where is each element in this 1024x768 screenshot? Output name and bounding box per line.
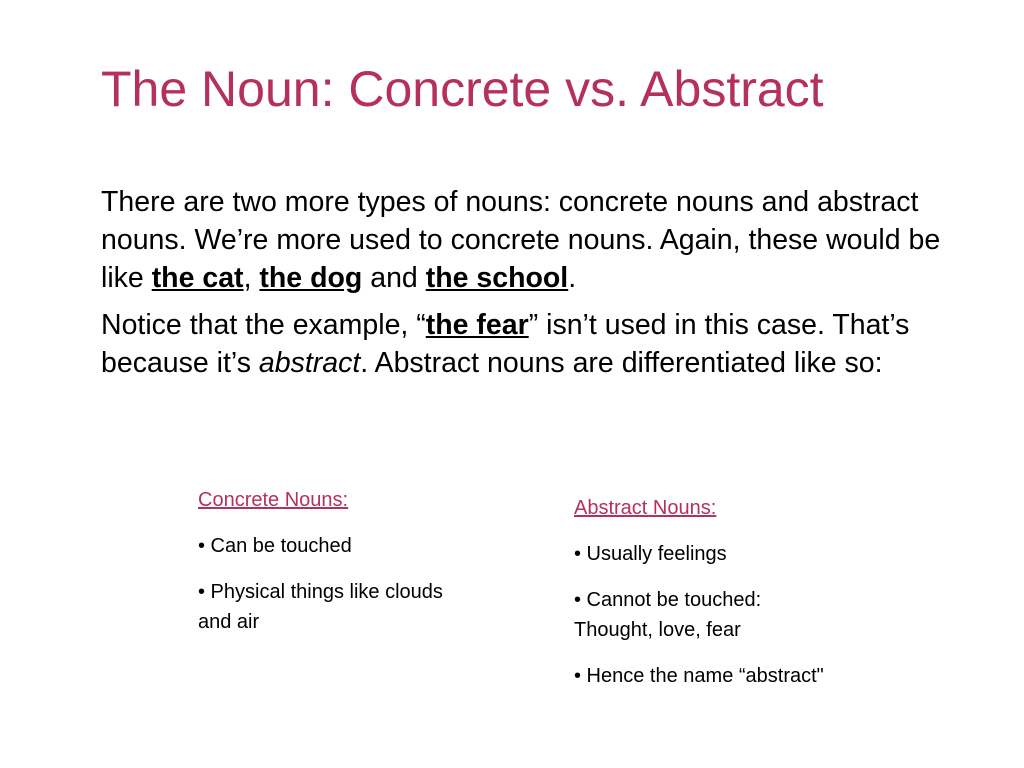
- example-the-fear: the fear: [425, 309, 529, 341]
- slide-title: The Noun: Concrete vs. Abstract: [101, 61, 824, 117]
- example-the-cat: the cat: [151, 262, 244, 294]
- abstract-nouns-heading: Abstract Nouns:: [574, 497, 717, 519]
- emphasis-abstract: abstract: [258, 347, 361, 379]
- concrete-item: • Physical things like clouds and air: [198, 581, 443, 633]
- paragraph-intro-text: There are two more types of nouns: concrete nouns and abstract nouns. We’re more used to concrete nouns. Again, these would be like: [101, 186, 941, 294]
- paragraph-notice: [101, 306, 981, 382]
- concrete-nouns-column: [198, 485, 468, 637]
- concrete-item: • Can be touched: [198, 535, 352, 557]
- slide-body: [101, 183, 981, 382]
- paragraph-intro-end: .: [568, 262, 577, 294]
- concrete-nouns-heading: Concrete Nouns:: [198, 489, 349, 511]
- separator-and: and: [362, 262, 426, 294]
- paragraph-notice-text-3: . Abstract nouns are differentiated like so:: [360, 347, 883, 379]
- separator-comma: ,: [243, 262, 260, 294]
- paragraph-intro: [101, 183, 981, 297]
- example-the-dog: the dog: [259, 262, 363, 294]
- abstract-item: • Cannot be touched: Thought, love, fear: [574, 589, 762, 641]
- abstract-item: • Hence the name “abstract": [574, 665, 824, 687]
- abstract-nouns-column: [574, 493, 844, 691]
- paragraph-notice-text: Notice that the example, “: [101, 309, 426, 341]
- example-the-school: the school: [425, 262, 569, 294]
- paragraph-notice-text-2: ” isn’t used in this case. That’s because it’s: [101, 309, 910, 379]
- abstract-item: • Usually feelings: [574, 543, 727, 565]
